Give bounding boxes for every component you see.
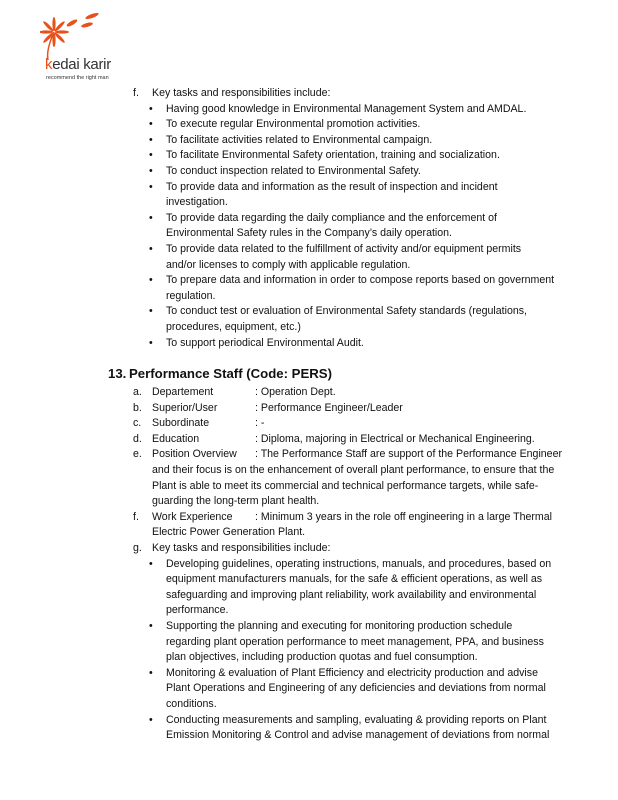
bullet-line (0, 681, 618, 697)
bullet-text: Supporting the planning and executing for monitoring production schedule (166, 620, 513, 632)
field-marker: e. (133, 448, 142, 461)
list-marker: f. (133, 87, 139, 99)
field-label: Work Experience (152, 510, 233, 523)
bullet-text: To provide data and information as the result of inspection and incident (166, 180, 498, 193)
bullet-line (0, 102, 618, 118)
bullet-text: Environmental Safety rules in the Company’s daily operation. (166, 227, 452, 240)
bullet-icon: • (149, 149, 153, 162)
field-label: Position Overview (152, 448, 237, 461)
bullet-text: performance. (166, 604, 229, 617)
bullet-icon: • (149, 620, 153, 632)
field-row (0, 385, 618, 401)
bullet-text: Having good knowledge in Environmental Management System and AMDAL. (166, 102, 527, 115)
field-value-continued: and their focus is on the enhancement of overall plant performance, to ensure that the (152, 464, 555, 477)
bullet-text: To prepare data and information in order to compose reports based on government (166, 274, 555, 287)
bullet-line (0, 635, 618, 651)
field-marker: c. (133, 417, 142, 430)
list-item-label: Key tasks and responsibilities include: (152, 87, 331, 99)
bullet-text: Developing guidelines, operating instructions, manuals, and procedures, based on (166, 557, 552, 570)
bullet-icon: • (149, 305, 153, 318)
bullet-text: To conduct inspection related to Environmental Safety. (166, 164, 421, 177)
bullet-text: To support periodical Environmental Audit. (166, 336, 364, 349)
field-label: Superior/User (152, 401, 218, 414)
bullet-icon: • (149, 164, 153, 177)
field-row (0, 432, 618, 448)
bullet-text: Emission Monitoring & Control and advise management of deviations from normal (166, 729, 550, 742)
bullet-icon: • (149, 336, 153, 349)
bullet-line (0, 258, 618, 274)
field-label: Education (152, 432, 200, 445)
text-line (0, 479, 618, 495)
field-marker: d. (133, 432, 142, 445)
bullet-line (0, 148, 618, 164)
field-label: Subordinate (152, 417, 210, 430)
field-value: : Minimum 3 years in the role off engineering in a large Thermal (255, 510, 552, 523)
bullet-text: To facilitate activities related to Environmental campaign. (166, 133, 433, 146)
text-line (0, 525, 618, 541)
bullet-line (0, 697, 618, 713)
field-row (0, 541, 618, 557)
bullet-text: To provide data related to the fulfillment of activity and/or equipment permits (166, 242, 522, 255)
bullet-text: and/or licenses to comply with applicable regulation. (166, 258, 411, 271)
field-value: : Operation Dept. (255, 386, 336, 399)
bullet-text: regarding plant operation performance to meet management, PPA, and business (166, 635, 544, 648)
field-label: Departement (152, 386, 214, 399)
bullet-text: To facilitate Environmental Safety orientation, training and socialization. (166, 149, 500, 162)
bullet-line (0, 588, 618, 604)
bullet-text: plan objectives, including production quotas and fuel consumption. (166, 651, 478, 664)
bullet-line (0, 273, 618, 289)
bullet-line (0, 557, 618, 573)
bullet-text: Plant Operations and Engineering of any deficiencies and deviations from normal (166, 682, 546, 695)
field-value-continued: guarding the long-term plant health. (152, 495, 320, 508)
bullet-line (0, 117, 618, 133)
bullet-icon: • (149, 274, 153, 287)
bullet-text: To provide data regarding the daily compliance and the enforcement of (166, 211, 497, 224)
text-line (0, 494, 618, 510)
logo-brand: kedai karir (45, 56, 111, 73)
field-value-continued: Plant is able to meet its commercial and technical performance targets, while safe- (152, 479, 539, 492)
bullet-line (0, 289, 618, 305)
bullet-line (0, 320, 618, 336)
bullet-icon: • (149, 118, 153, 131)
field-label: Key tasks and responsibilities include: (152, 542, 331, 555)
bullet-text: regulation. (166, 289, 216, 302)
bullet-line (0, 336, 618, 352)
bullet-text: investigation. (166, 196, 228, 209)
text-line (0, 86, 618, 102)
field-value: : The Performance Staff are support of the Performance Engineer (255, 448, 562, 461)
field-marker: f. (133, 510, 139, 523)
field-row (0, 447, 618, 463)
bullet-line (0, 728, 618, 744)
bullet-line (0, 242, 618, 258)
bullet-line (0, 226, 618, 242)
bullet-line (0, 603, 618, 619)
field-value: : Diploma, majoring in Electrical or Mechanical Engineering. (255, 432, 535, 445)
document-body (0, 86, 618, 744)
bullet-icon: • (149, 211, 153, 224)
bullet-line (0, 180, 618, 196)
bullet-line (0, 619, 618, 635)
bullet-icon: • (149, 242, 153, 255)
text-line (0, 463, 618, 479)
section-heading (0, 363, 618, 385)
field-row (0, 510, 618, 526)
section-title: Performance Staff (Code: PERS) (129, 366, 332, 382)
bullet-text: To conduct test or evaluation of Environmental Safety standards (regulations, (166, 305, 527, 318)
bullet-line (0, 650, 618, 666)
bullet-text: conditions. (166, 697, 217, 710)
section-number: 13. (108, 366, 127, 382)
field-value: : - (255, 417, 265, 430)
bullet-text: To execute regular Environmental promotion activities. (166, 118, 421, 131)
bullet-icon: • (149, 557, 153, 570)
bullet-icon: • (149, 180, 153, 193)
bullet-line (0, 164, 618, 180)
bullet-text: Conducting measurements and sampling, evaluating & providing reports on Plant (166, 713, 547, 726)
bullet-text: procedures, equipment, etc.) (166, 320, 301, 333)
bullet-line (0, 713, 618, 729)
bullet-line (0, 304, 618, 320)
field-row (0, 401, 618, 417)
bullet-text: equipment manufacturers manuals, for the safe & efficient operations, as well as (166, 573, 543, 586)
bullet-line (0, 195, 618, 211)
bullet-line (0, 666, 618, 682)
bullet-line (0, 133, 618, 149)
field-value: : Performance Engineer/Leader (255, 401, 403, 414)
field-value-continued: Electric Power Generation Plant. (152, 526, 306, 539)
field-marker: g. (133, 542, 142, 555)
bullet-icon: • (149, 666, 153, 679)
bullet-text: safeguarding and improving plant reliability, work availability and environmental (166, 588, 537, 601)
bullet-icon: • (149, 133, 153, 146)
bullet-icon: • (149, 102, 153, 115)
bullet-line (0, 211, 618, 227)
bullet-text: Monitoring & evaluation of Plant Efficiency and electricity production and advise (166, 666, 538, 679)
bullet-line (0, 572, 618, 588)
field-marker: b. (133, 401, 142, 414)
logo-tagline: recommend the right man (46, 75, 109, 81)
field-marker: a. (133, 386, 142, 399)
field-row (0, 416, 618, 432)
bullet-icon: • (149, 713, 153, 726)
